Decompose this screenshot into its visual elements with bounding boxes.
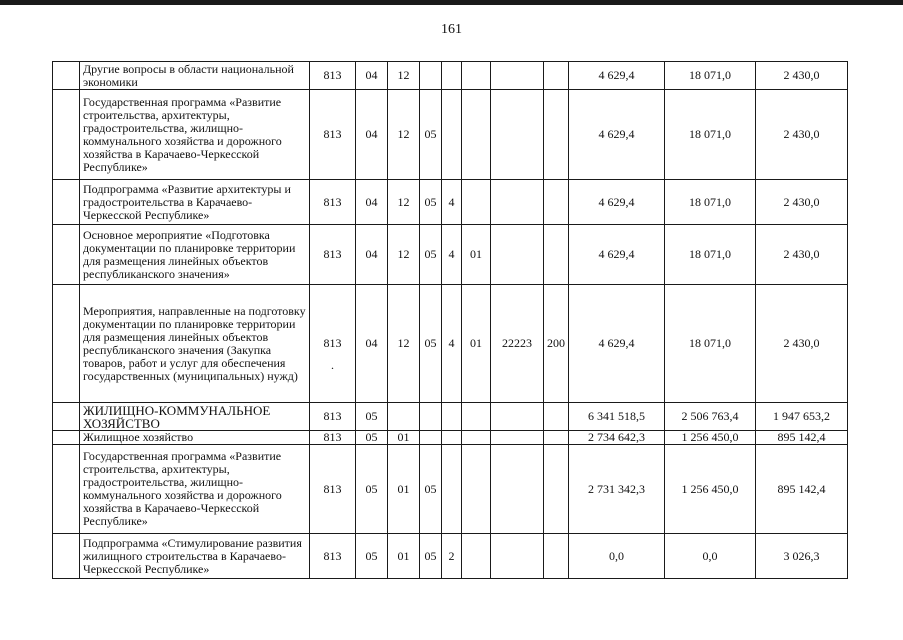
main-activity-code [462, 180, 491, 225]
amount-year-2: 1 256 450,0 [665, 445, 756, 534]
section-code: 04 [356, 180, 388, 225]
expense-type-code [544, 431, 569, 445]
program-code [420, 403, 442, 431]
amount-year-3: 895 142,4 [756, 431, 848, 445]
table-row [53, 90, 848, 180]
expense-type-code [544, 403, 569, 431]
amount-year-3: 2 430,0 [756, 225, 848, 285]
program-code: 05 [420, 285, 442, 403]
program-code: 05 [420, 445, 442, 534]
section-code: 04 [356, 285, 388, 403]
grbs-code: 813 [310, 445, 356, 534]
direction-code [491, 534, 544, 579]
budget-table [52, 61, 848, 579]
row-marker-cell [53, 62, 80, 90]
subprogram-code [442, 403, 462, 431]
grbs-code: 813 [310, 225, 356, 285]
subsection-code: 12 [388, 62, 420, 90]
expense-type-code [544, 445, 569, 534]
main-activity-code [462, 445, 491, 534]
row-name: Другие вопросы в области национальной экономики [80, 62, 310, 90]
amount-year-3: 1 947 653,2 [756, 403, 848, 431]
amount-year-2: 18 071,0 [665, 180, 756, 225]
table-row [53, 180, 848, 225]
subprogram-code [442, 90, 462, 180]
amount-year-3: 2 430,0 [756, 62, 848, 90]
row-name: Мероприятия, направленные на подготовку документации по планировке территории для размещения линейных объектов республиканского значения (Закупка товаров, работ и услуг для обеспечения государственных (муниципальных) нужд) [80, 285, 310, 403]
row-marker-cell [53, 445, 80, 534]
amount-year-1: 4 629,4 [569, 62, 665, 90]
subprogram-code: 2 [442, 534, 462, 579]
program-code: 05 [420, 225, 442, 285]
row-marker-cell [53, 534, 80, 579]
subprogram-code: 4 [442, 180, 462, 225]
row-name: Государственная программа «Развитие строительства, архитектуры, градостроительства, жилищно-коммунального хозяйства и дорожного хозяйства в Карачаево-Черкесской Республике» [80, 445, 310, 534]
expense-type-code [544, 225, 569, 285]
main-activity-code [462, 431, 491, 445]
row-name: Жилищное хозяйство [80, 431, 310, 445]
amount-year-1: 4 629,4 [569, 180, 665, 225]
program-code: 05 [420, 90, 442, 180]
section-code: 04 [356, 225, 388, 285]
main-activity-code [462, 62, 491, 90]
subprogram-code: 4 [442, 285, 462, 403]
grbs-code: 813 [310, 62, 356, 90]
expense-type-code [544, 534, 569, 579]
table-row [53, 431, 848, 445]
direction-code: 22223 [491, 285, 544, 403]
amount-year-2: 2 506 763,4 [665, 403, 756, 431]
grbs-code: 813 [310, 90, 356, 180]
main-activity-code: 01 [462, 225, 491, 285]
row-name: Государственная программа «Развитие строительства, архитектуры, градостроительства, жилищно-коммунального хозяйства и дорожного хозяйства в Карачаево-Черкесской Республике» [80, 90, 310, 180]
direction-code [491, 445, 544, 534]
section-code: 04 [356, 90, 388, 180]
grbs-code: 813 [310, 180, 356, 225]
row-marker-cell [53, 431, 80, 445]
section-code: 05 [356, 534, 388, 579]
subprogram-code [442, 431, 462, 445]
amount-year-2: 1 256 450,0 [665, 431, 756, 445]
section-code: 05 [356, 445, 388, 534]
row-name: ЖИЛИЩНО-КОММУНАЛЬНОЕ ХОЗЯЙСТВО [80, 403, 310, 431]
table-row [53, 285, 848, 403]
amount-year-3: 2 430,0 [756, 90, 848, 180]
main-activity-code [462, 534, 491, 579]
direction-code [491, 62, 544, 90]
main-activity-code [462, 90, 491, 180]
table-row [53, 225, 848, 285]
page-top-rule [0, 0, 903, 5]
direction-code [491, 180, 544, 225]
section-code: 05 [356, 431, 388, 445]
amount-year-2: 0,0 [665, 534, 756, 579]
subsection-code: 12 [388, 225, 420, 285]
grbs-code: 813 [310, 403, 356, 431]
program-code [420, 431, 442, 445]
grbs-code-text: 813 [323, 336, 342, 350]
subsection-code: 12 [388, 90, 420, 180]
expense-type-code [544, 180, 569, 225]
row-marker-cell [53, 180, 80, 225]
table-row [53, 445, 848, 534]
direction-code [491, 403, 544, 431]
grbs-code: 813 . [310, 285, 356, 403]
section-code: 05 [356, 403, 388, 431]
expense-type-code [544, 62, 569, 90]
amount-year-2: 18 071,0 [665, 285, 756, 403]
table-row [53, 403, 848, 431]
subprogram-code [442, 62, 462, 90]
row-marker-cell [53, 90, 80, 180]
grbs-code: 813 [310, 534, 356, 579]
program-code: 05 [420, 534, 442, 579]
row-marker-cell [53, 403, 80, 431]
table-row [53, 62, 848, 90]
amount-year-3: 2 430,0 [756, 285, 848, 403]
amount-year-1: 6 341 518,5 [569, 403, 665, 431]
row-marker-cell [53, 225, 80, 285]
table-row [53, 534, 848, 579]
amount-year-3: 895 142,4 [756, 445, 848, 534]
subprogram-code [442, 445, 462, 534]
subsection-code [388, 403, 420, 431]
amount-year-3: 2 430,0 [756, 180, 848, 225]
subsection-code: 12 [388, 285, 420, 403]
amount-year-2: 18 071,0 [665, 225, 756, 285]
amount-year-2: 18 071,0 [665, 90, 756, 180]
section-code: 04 [356, 62, 388, 90]
amount-year-1: 4 629,4 [569, 225, 665, 285]
subsection-code: 01 [388, 534, 420, 579]
row-marker-cell [53, 285, 80, 403]
amount-year-2: 18 071,0 [665, 62, 756, 90]
program-code [420, 62, 442, 90]
expense-type-code: 200 [544, 285, 569, 403]
amount-year-1: 2 734 642,3 [569, 431, 665, 445]
amount-year-1: 4 629,4 [569, 90, 665, 180]
subsection-code: 12 [388, 180, 420, 225]
row-name: Подпрограмма «Стимулирование развития жилищного строительства в Карачаево-Черкесской Республике» [80, 534, 310, 579]
subprogram-code: 4 [442, 225, 462, 285]
main-activity-code [462, 403, 491, 431]
program-code: 05 [420, 180, 442, 225]
row-name: Подпрограмма «Развитие архитектуры и градостроительства в Карачаево-Черкесской Республике» [80, 180, 310, 225]
direction-code [491, 225, 544, 285]
expense-type-code [544, 90, 569, 180]
amount-year-1: 4 629,4 [569, 285, 665, 403]
direction-code [491, 90, 544, 180]
subsection-code: 01 [388, 445, 420, 534]
page-number: 161 [441, 22, 462, 37]
row-name: Основное мероприятие «Подготовка документации по планировке территории для размещения линейных объектов республиканского значения» [80, 225, 310, 285]
grbs-code: 813 [310, 431, 356, 445]
amount-year-3: 3 026,3 [756, 534, 848, 579]
main-activity-code: 01 [462, 285, 491, 403]
amount-year-1: 2 731 342,3 [569, 445, 665, 534]
amount-year-1: 0,0 [569, 534, 665, 579]
subsection-code: 01 [388, 431, 420, 445]
direction-code [491, 431, 544, 445]
